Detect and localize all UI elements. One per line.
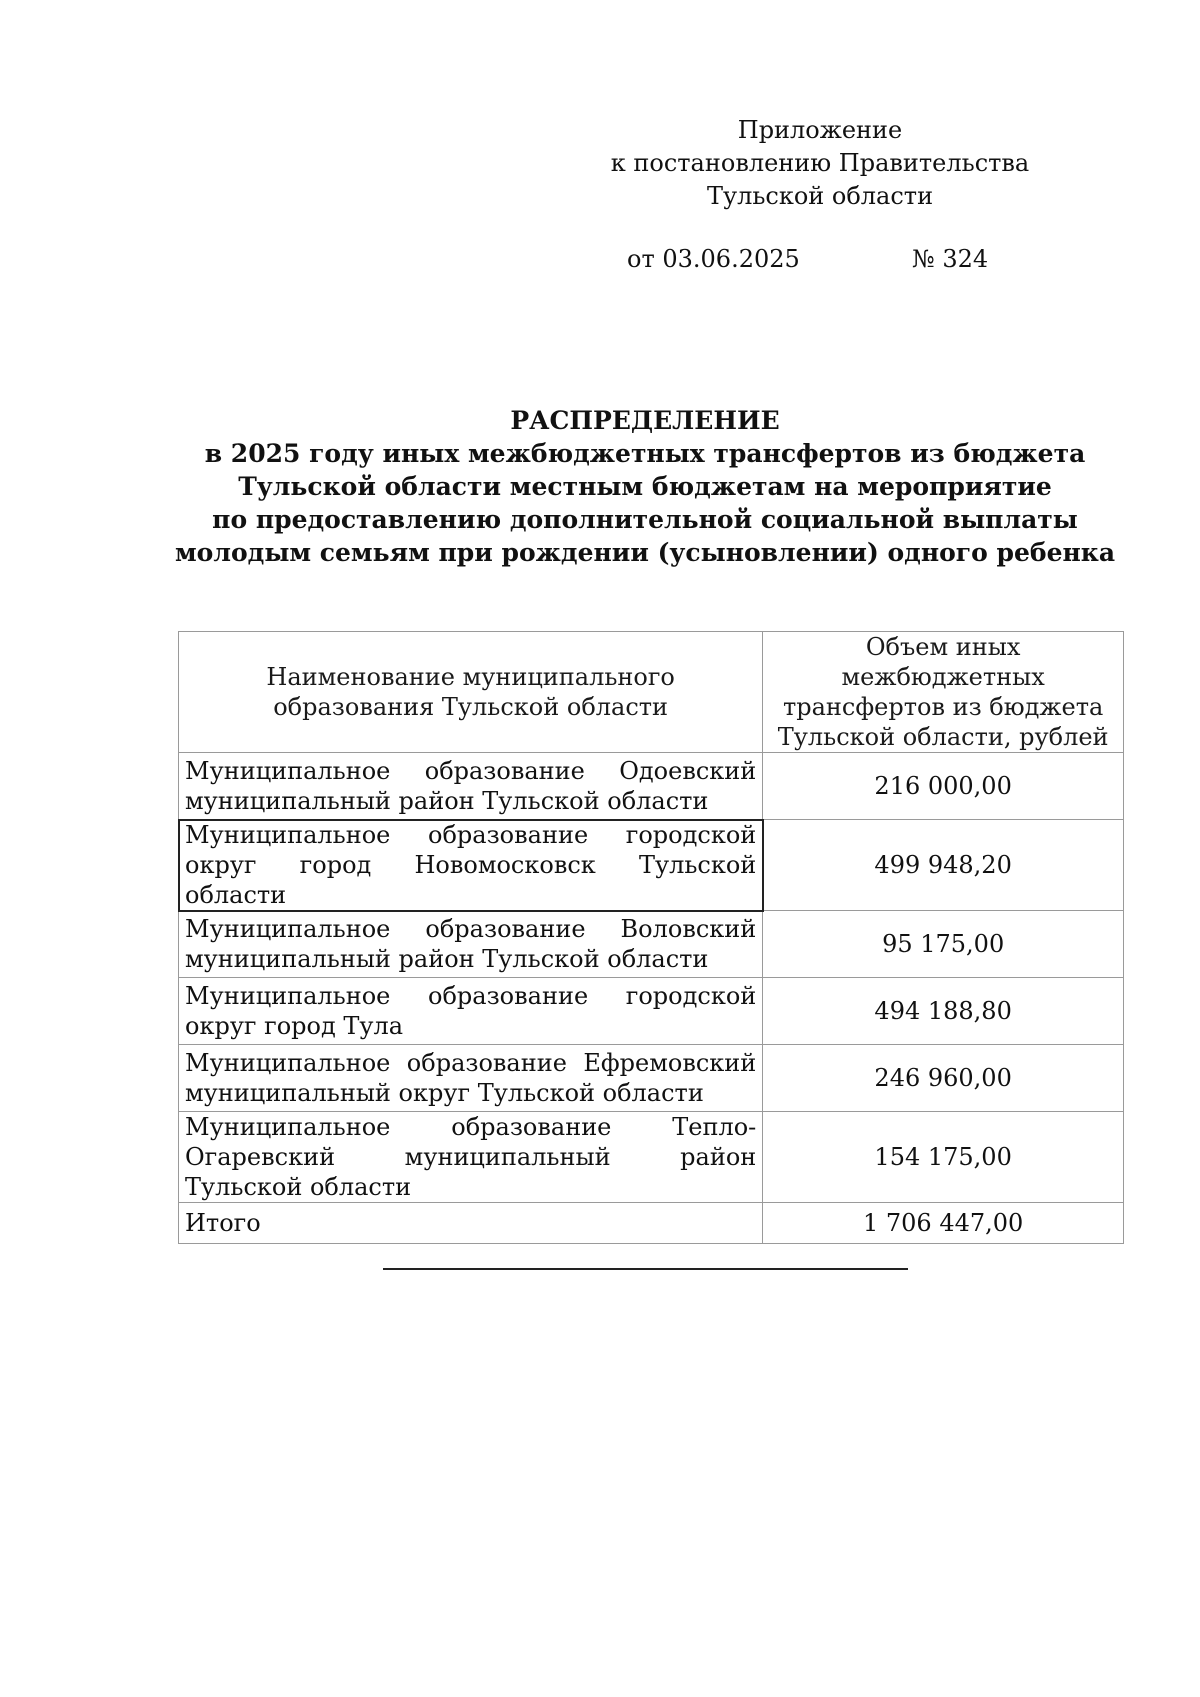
table-row (179, 753, 1124, 820)
municipality-name: Муниципальное образование Воловский муниципальный район Тульской области (179, 911, 763, 978)
title-line: РАСПРЕДЕЛЕНИЕ (510, 406, 780, 435)
title-line: в 2025 году иных межбюджетных трансфертов из бюджета (204, 439, 1086, 468)
total-amount: 1 706 447,00 (763, 1203, 1124, 1244)
title-line: молодым семьям при рождении (усыновлении) одного ребенка (174, 538, 1116, 567)
resolution-number: № 324 (912, 245, 989, 273)
table-row (179, 978, 1124, 1045)
transfer-amount: 216 000,00 (763, 753, 1124, 820)
municipality-name: Муниципальное образование городской округ город Новомосковск Тульской области (179, 820, 763, 911)
transfer-amount: 154 175,00 (763, 1112, 1124, 1203)
table-row (179, 1045, 1124, 1112)
distribution-table (178, 631, 1124, 1244)
appendix-line: Тульской области (706, 182, 934, 210)
appendix-header (560, 114, 1080, 213)
table-row (179, 820, 1124, 911)
resolution-date: от 03.06.2025 (627, 245, 800, 273)
table-row (179, 911, 1124, 978)
transfer-amount: 246 960,00 (763, 1045, 1124, 1112)
total-row (179, 1203, 1124, 1244)
total-label: Итого (179, 1203, 763, 1244)
municipality-name: Муниципальное образование Ефремовский муниципальный округ Тульской области (179, 1045, 763, 1112)
municipality-name: Муниципальное образование городской округ город Тула (179, 978, 763, 1045)
municipality-name: Муниципальное образование Тепло-Огаревский муниципальный район Тульской области (179, 1112, 763, 1203)
closing-rule (383, 1268, 908, 1270)
title-line: Тульской области местным бюджетам на мероприятие (238, 472, 1052, 501)
table-header-row (179, 632, 1124, 753)
appendix-line: к постановлению Правительства (610, 149, 1030, 177)
document-title (100, 404, 1190, 569)
title-line: по предоставлению дополнительной социальной выплаты (212, 505, 1078, 534)
transfer-amount: 95 175,00 (763, 911, 1124, 978)
transfer-amount: 494 188,80 (763, 978, 1124, 1045)
appendix-line: Приложение (737, 116, 903, 144)
table-row (179, 1112, 1124, 1203)
transfer-amount: 499 948,20 (763, 820, 1124, 911)
municipality-name: Муниципальное образование Одоевский муниципальный район Тульской области (179, 753, 763, 820)
column-header-amount: Объем иных межбюджетных трансфертов из бюджета Тульской области, рублей (763, 632, 1124, 753)
column-header-name: Наименование муниципального образования Тульской области (179, 632, 763, 753)
